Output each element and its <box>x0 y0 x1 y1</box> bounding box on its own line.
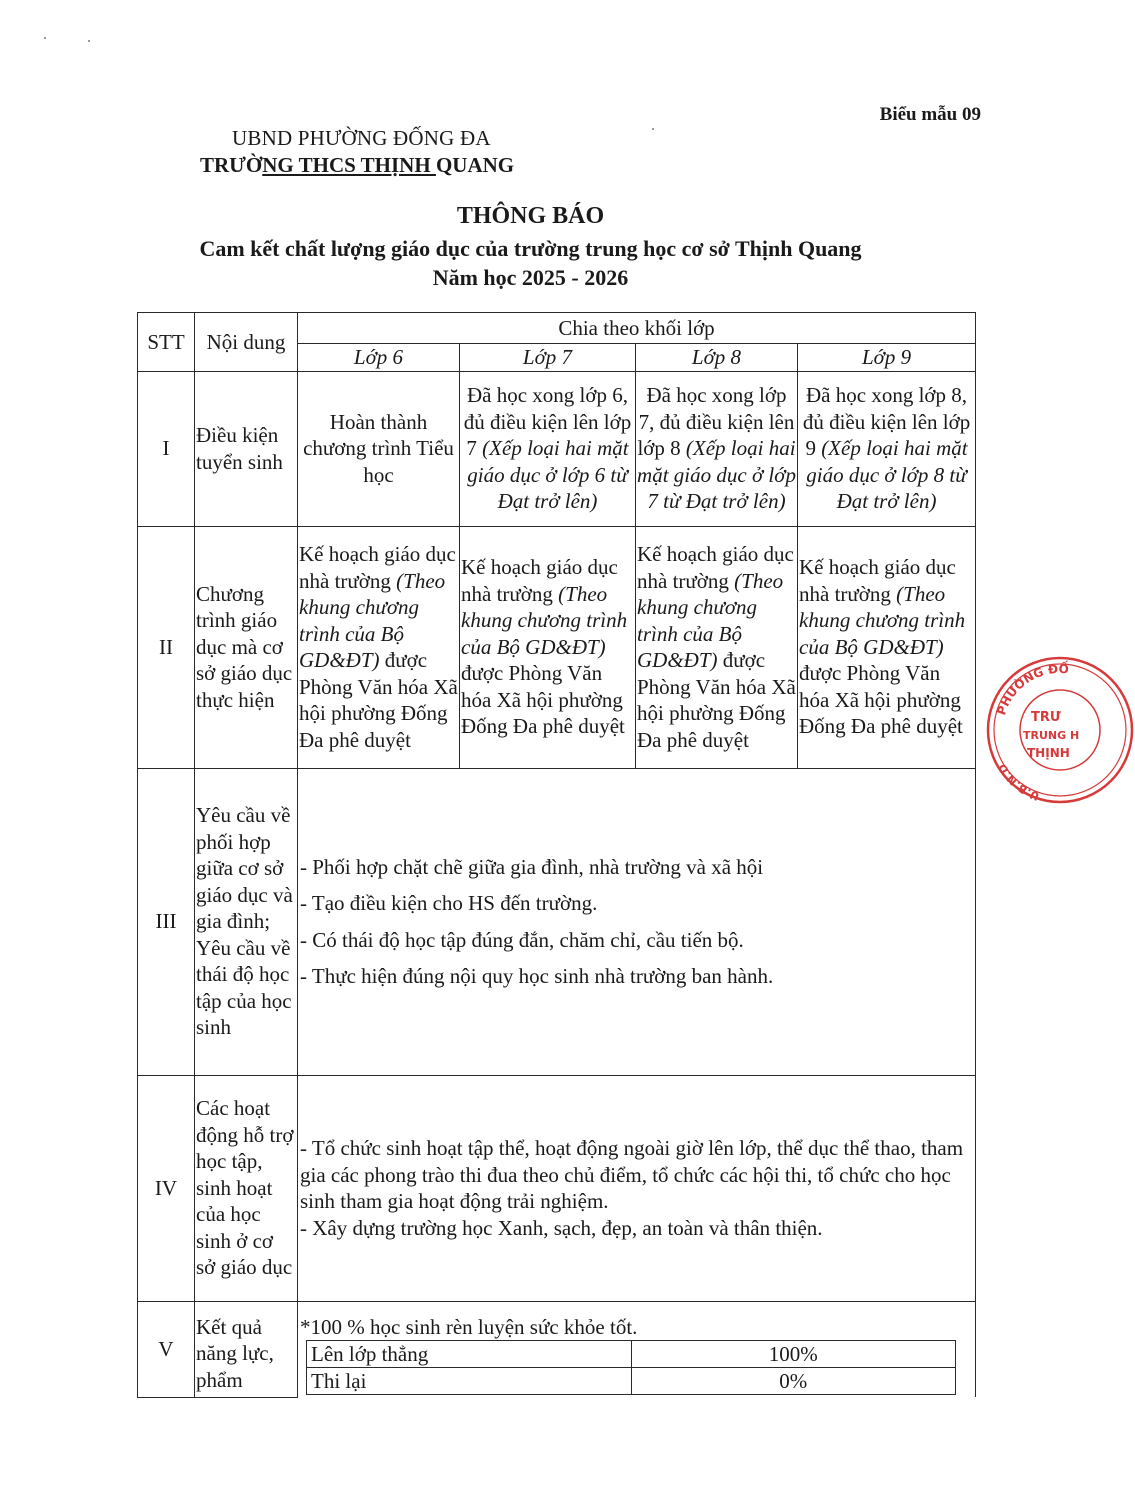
scan-speck <box>652 128 654 130</box>
health-note: *100 % học sinh rèn luyện sức khỏe tốt. <box>300 1314 638 1339</box>
cell-text: Đã học xong lớp 7, đủ điều kiện lên lớp 8 <box>637 383 795 461</box>
cell-text: được Phòng Văn hóa Xã hội phường Đống Đa phê duyệt <box>799 661 963 739</box>
cell-note: (Theo khung chương trình của Bộ GD&ĐT) <box>637 568 784 672</box>
seal-inner-text: THỊNH <box>1027 746 1070 760</box>
list-item: - Tạo điều kiện cho HS đến trường. <box>300 891 598 915</box>
cell-grade-6 <box>298 526 460 768</box>
row-number: IV <box>138 1075 195 1301</box>
grade-7-header: Lớp 7 <box>460 344 636 372</box>
result-label: Thi lại <box>307 1368 632 1395</box>
school-name-underlined: NG THCS THỊNH <box>262 153 436 177</box>
commitment-table <box>137 312 976 1398</box>
seal-arc-top-text: PHƯỜNG ĐỐ <box>994 661 1070 717</box>
table-row <box>307 1368 956 1395</box>
list-item: - Xây dựng trường học Xanh, sạch, đẹp, an toàn và thân thiện. <box>300 1215 823 1240</box>
cell-note: (Xếp loại hai mặt giáo dục ở lớp 7 từ Đạt trở lên) <box>637 436 796 514</box>
cell-grade-9 <box>798 526 976 768</box>
row-number: V <box>138 1301 195 1397</box>
row-number: I <box>138 371 195 526</box>
table-row <box>138 1075 976 1301</box>
row-label: Yêu cầu về phối hợp giữa cơ sở giáo dục và gia đình; Yêu cầu về thái độ học tập của học sinh <box>195 768 298 1075</box>
official-seal <box>985 655 1135 805</box>
seal-inner-text: TRƯ <box>1031 710 1061 725</box>
school-name-part: QUANG <box>435 153 515 177</box>
table-row <box>138 1301 976 1397</box>
row-content <box>298 1075 976 1301</box>
table-row <box>138 768 976 1075</box>
cell-text: Đã học xong lớp 6, đủ điều kiện lên lớp 7 <box>463 383 632 461</box>
school-year: Năm học 2025 - 2026 <box>432 265 629 290</box>
col-header-stt: STT <box>138 313 195 372</box>
grade-8-header: Lớp 8 <box>636 344 798 372</box>
row-label: Điều kiện tuyển sinh <box>195 371 298 526</box>
cell-grade-8 <box>636 526 798 768</box>
result-value: 0% <box>631 1368 956 1395</box>
col-header-content: Nội dung <box>195 313 298 372</box>
cell-text: được Phòng Văn hóa Xã hội phường Đống Đa phê duyệt <box>461 661 625 739</box>
school-name <box>200 153 514 178</box>
cell-text: được Phòng Văn hóa Xã hội phường Đống Đa phê duyệt <box>637 648 796 752</box>
school-name-part: TRƯỜ <box>200 153 263 177</box>
scan-speck <box>88 40 90 42</box>
cell-note: (Theo khung chương trình của Bộ GD&ĐT) <box>461 581 628 659</box>
row-number: III <box>138 768 195 1075</box>
cell-text: Kế hoạch giáo dục nhà trường <box>799 555 956 606</box>
row-label: Các hoạt động hỗ trợ học tập, sinh hoạt của học sinh ở cơ sở giáo dục <box>195 1075 298 1301</box>
row-content <box>298 1301 976 1397</box>
cell-text: Kế hoạch giáo dục nhà trường <box>461 555 618 606</box>
cell-grade-7 <box>460 371 636 526</box>
col-header-group: Chia theo khối lớp <box>298 313 976 344</box>
cell-grade-7 <box>460 526 636 768</box>
seal-arc-left-text: U.B.N.D <box>995 761 1042 803</box>
cell-grade-9 <box>798 371 976 526</box>
results-table <box>306 1340 956 1395</box>
cell-note: (Theo khung chương trình của Bộ GD&ĐT) <box>299 568 446 672</box>
form-number: Biểu mẫu 09 <box>879 104 981 125</box>
cell-text: được Phòng Văn hóa Xã hội phường Đống Đa phê duyệt <box>299 648 458 752</box>
cell-grade-6: Hoàn thành chương trình Tiểu học <box>298 371 460 526</box>
table-row <box>138 526 976 768</box>
row-label: Kết quả năng lực, phẩm <box>195 1301 298 1397</box>
cell-grade-8 <box>636 371 798 526</box>
cell-text: Kế hoạch giáo dục nhà trường <box>637 542 794 593</box>
org-name: UBND PHƯỜNG ĐỐNG ĐA <box>232 126 491 150</box>
list-item: - Có thái độ học tập đúng đắn, chăm chỉ, cầu tiến bộ. <box>300 927 744 952</box>
cell-note: (Xếp loại hai mặt giáo dục ở lớp 8 từ Đạt trở lên) <box>806 436 968 514</box>
cell-text: Đã học xong lớp 8, đủ điều kiện lên lớp 9 <box>802 383 971 461</box>
doc-title: THÔNG BÁO <box>456 203 605 229</box>
list-item: - Tổ chức sinh hoạt tập thể, hoạt động ngoài giờ lên lớp, thể dục thể thao, tham gia các phong trào thi đua theo chủ điểm, tổ chức các hội thi, tổ chức cho học sinh tham gia hoạt động trải nghiệm. <box>300 1136 964 1213</box>
row-label: Chương trình giáo dục mà cơ sở giáo dục thực hiện <box>195 526 298 768</box>
doc-subtitle: Cam kết chất lượng giáo dục của trường trung học cơ sở Thịnh Quang <box>199 236 862 261</box>
seal-inner-text: TRUNG H <box>1023 729 1080 742</box>
table-row <box>307 1341 956 1368</box>
row-number: II <box>138 526 195 768</box>
list-item: - Phối hợp chặt chẽ giữa gia đình, nhà trường và xã hội <box>300 854 764 879</box>
cell-note: (Xếp loại hai mặt giáo dục ở lớp 6 từ Đạt trở lên) <box>467 436 629 514</box>
grade-9-header: Lớp 9 <box>798 344 976 372</box>
table-row <box>138 371 976 526</box>
list-item: - Thực hiện đúng nội quy học sinh nhà trường ban hành. <box>300 964 774 988</box>
row-content <box>298 768 976 1075</box>
result-label: Lên lớp thẳng <box>307 1341 632 1368</box>
cell-text: Kế hoạch giáo dục nhà trường <box>299 542 456 593</box>
cell-note: (Theo khung chương trình của Bộ GD&ĐT) <box>799 581 966 659</box>
scan-speck <box>44 37 46 39</box>
grade-6-header: Lớp 6 <box>298 344 460 372</box>
result-value: 100% <box>631 1341 956 1368</box>
